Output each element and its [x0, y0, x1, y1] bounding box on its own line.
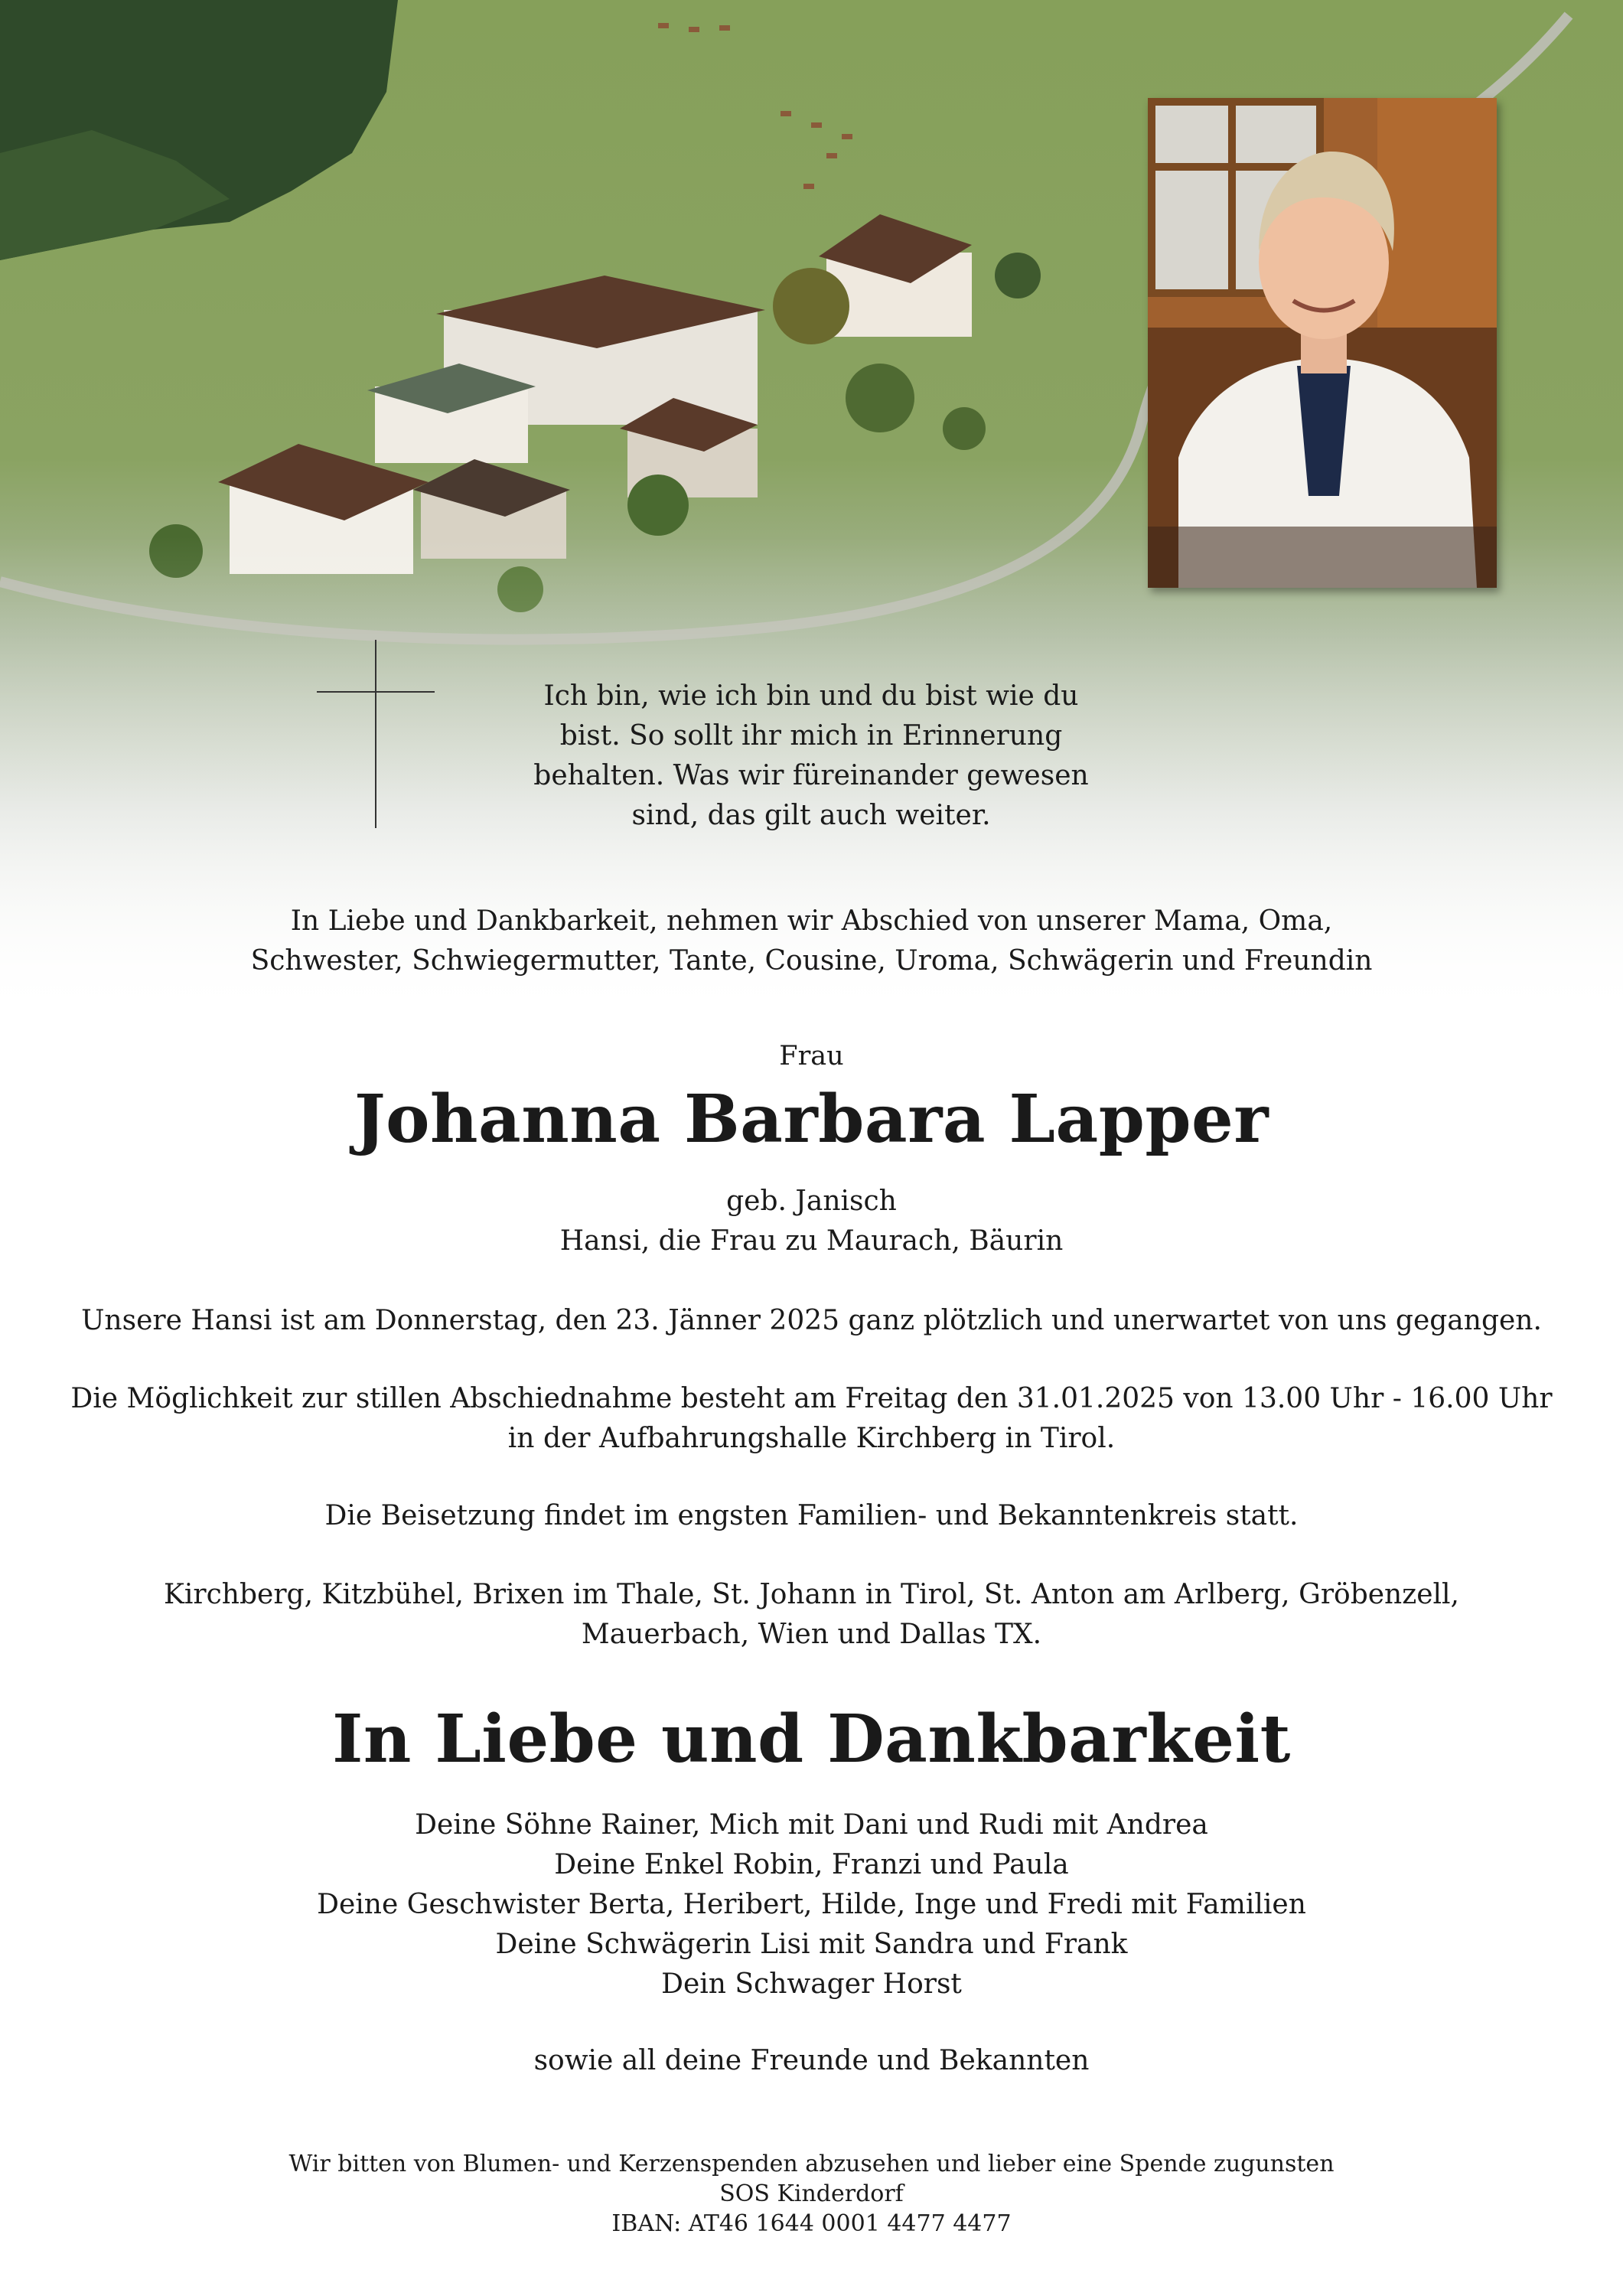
mourner-line: Deine Enkel Robin, Franzi und Paula: [554, 1849, 1069, 1880]
nickname: Hansi, die Frau zu Maurach, Bäurin: [559, 1225, 1064, 1257]
quote-line: behalten. Was wir füreinander gewesen: [533, 760, 1089, 791]
mourners-closing: sowie all deine Freunde und Bekannten: [533, 2045, 1090, 2076]
deceased-details: [0, 1182, 1623, 1261]
mourner-line: Deine Geschwister Berta, Heribert, Hilde, Inge und Fredi mit Familien: [317, 1889, 1306, 1920]
mourners-heading: In Liebe und Dankbarkeit: [332, 1701, 1291, 1778]
places-line: Mauerbach, Wien und Dallas TX.: [581, 1619, 1042, 1650]
deceased-name: Johanna Barbara Lapper: [354, 1081, 1269, 1158]
maiden-name: geb. Janisch: [726, 1186, 897, 1217]
burial-info: Die Beisetzung findet im engsten Familien- und Bekanntenkreis statt.: [324, 1500, 1299, 1531]
mourner-line: Deine Schwägerin Lisi mit Sandra und Frank: [495, 1929, 1128, 1960]
quote-line: bist. So sollt ihr mich in Erinnerung: [559, 720, 1063, 752]
donation-recipient: SOS Kinderdorf: [719, 2180, 904, 2207]
viewing-info: [0, 1379, 1623, 1459]
viewing-line: in der Aufbahrungshalle Kirchberg in Tirol.: [507, 1423, 1116, 1454]
quote-text: [505, 677, 1117, 836]
places-line: Kirchberg, Kitzbühel, Brixen im Thale, St. Johann in Tirol, St. Anton am Arlberg, Gröbenzell,: [164, 1579, 1459, 1610]
farewell-intro: [0, 902, 1623, 981]
mourner-line: Deine Söhne Rainer, Mich mit Dani und Rudi mit Andrea: [415, 1809, 1208, 1841]
places-list: [0, 1575, 1623, 1655]
farewell-line: In Liebe und Dankbarkeit, nehmen wir Abschied von unserer Mama, Oma,: [290, 905, 1333, 937]
donation-line: Wir bitten von Blumen- und Kerzenspenden abzusehen und lieber eine Spende zugunsten: [288, 2151, 1335, 2177]
quote-line: sind, das gilt auch weiter.: [631, 800, 991, 831]
mourner-line: Dein Schwager Horst: [661, 1968, 962, 2000]
salutation: Frau: [779, 1041, 844, 1071]
mourners-list: [0, 1805, 1623, 2004]
farewell-line: Schwester, Schwiegermutter, Tante, Cousine, Uroma, Schwägerin und Freundin: [250, 945, 1373, 977]
cross-icon-bar: [317, 691, 435, 693]
death-notice: Unsere Hansi ist am Donnerstag, den 23. Jänner 2025 ganz plötzlich und unerwartet von uns gegangen.: [81, 1305, 1542, 1336]
viewing-line: Die Möglichkeit zur stillen Abschiednahme besteht am Freitag den 31.01.2025 von 13.00 Uhr - 16.00 Uhr: [70, 1383, 1553, 1414]
donation-note: [0, 2149, 1623, 2239]
quote-line: Ich bin, wie ich bin und du bist wie du: [543, 680, 1079, 712]
cross-icon: [375, 640, 376, 828]
donation-iban: IBAN: AT46 1644 0001 4477 4477: [611, 2210, 1012, 2237]
portrait-photo: [1148, 98, 1497, 588]
